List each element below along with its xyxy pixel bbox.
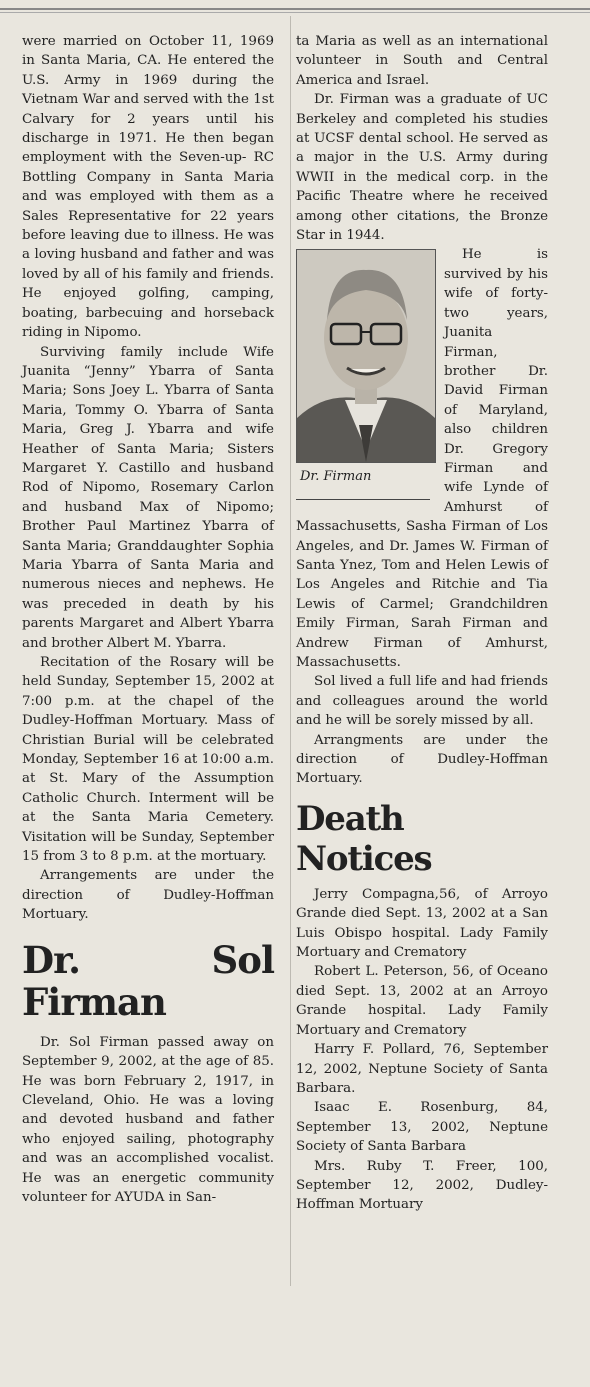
death-notice: Robert L. Peterson, 56, of Oceano died Sept. 13, 2002 at an Arroyo Grande hospital. Lady Family Mortuary and Crematory xyxy=(296,964,548,1038)
ybarra-obituary-paragraph: were married on October 11, 1969 in Santa Maria, CA. He entered the U.S. Army in 1969 during the Vietnam War and served with the 1st Calvary for 2 years until his discharge in 1971. He then began employment with the Seven-up- RC Bottling Company in Santa Maria and was employed with them as a Sales Representative for 22 years before leaving due to illness. He was a loving husband and father and was loved by all of his family and friends. He enjoyed golfing, camping, boating, barbecuing and horseback riding in Nipomo. xyxy=(22,34,274,341)
left-column xyxy=(22,32,274,1207)
top-rule xyxy=(0,8,590,10)
photo-caption: Dr. Firman xyxy=(300,469,372,485)
firman-intro-paragraph: Dr. Sol Firman passed away on September 9, 2002, at the age of 85. He was born February 2, 1917, in Cleveland, Ohio. He was a loving and devoted husband and father who enjoyed sailing, photography and was an accomplished vocalist. He was an energetic community volunteer for AYUDA in San- xyxy=(22,1034,274,1205)
death-notices-headline: Death Notices xyxy=(296,798,432,879)
death-notice: Isaac E. Rosenburg, 84, September 13, 2002, Neptune Society of Santa Barbara xyxy=(296,1100,548,1155)
ybarra-arrangements-paragraph: Arrangements are under the direction of Dudley-Hoffman Mortuary. xyxy=(22,868,274,923)
firman-arrangements-paragraph: Arrangments are under the direction of Dudley-Hoffman Mortuary. xyxy=(296,732,548,787)
firman-obituary-headline: Dr. Sol Firman xyxy=(22,937,274,1024)
ybarra-surviving-family-paragraph: Surviving family include Wife Juanita “Jenny” Ybarra of Santa Maria; Sons Joey L. Ybarra of Santa Maria, Tommy O. Ybarra of Santa Maria, Greg J. Ybarra and wife Heather of Santa Maria; Sisters Margaret Y. Castillo and husband Rod of Nipomo, Rosemary Carlon and husband Max of Nipomo; Brother Paul Martinez Ybarra of Santa Maria; Granddaughter Sophia Maria Ybarra of Santa Maria and numerous nieces and nephews. He was preceded in death by his parents Margaret and Albert Ybarra and brother Albert M. Ybarra. xyxy=(22,344,274,651)
firman-portrait-photo xyxy=(296,249,436,463)
ybarra-services-paragraph: Recitation of the Rosary will be held Sunday, September 15, 2002 at 7:00 p.m. at the chapel of the Dudley-Hoffman Mortuary. Mass of Christian Burial will be celebrated Monday, September 16 at 10:00 a.m. at St. Mary of the Assumption Catholic Church. Interment will be at the Santa Maria Cemetery. Visitation will be Sunday, September 15 from 3 to 8 p.m. at the mortuary. xyxy=(22,655,274,865)
death-notice: Harry F. Pollard, 76, September 12, 2002, Neptune Society of Santa Barbara. xyxy=(296,1042,548,1096)
firman-photo-block xyxy=(296,249,436,499)
top-rule-thin xyxy=(0,12,590,13)
firman-survivors-paragraph: He is survived by his wife of forty-two years, Juanita Firman, brother Dr. David Firman of Maryland, also children Dr. Gregory Firman and wife Lynde of Amhurst of Massachusetts, Sasha Firman of Los Angeles, and Dr. James W. Firman of Santa Ynez, Tom and Helen Lewis of Los Angeles and Ritchie and Tia Lewis of Carmel; Grandchildren Emily Firman, Sarah Firman and Andrew Firman of Amhurst, Massachusetts. xyxy=(296,247,548,670)
firman-education-paragraph: Dr. Firman was a graduate of UC Berkeley and completed his studies at UCSF dental school. He served as a major in the U.S. Army during WWII in the medical corp. in the Pacific Theatre where he received among other citations, the Bronze Star in 1944. xyxy=(296,92,548,244)
firman-volunteer-paragraph: ta Maria as well as an international volunteer in South and Central America and Israel. xyxy=(296,34,548,88)
death-notice: Mrs. Ruby T. Freer, 100, September 12, 2002, Dudley-Hoffman Mortuary xyxy=(296,1158,548,1213)
firman-tribute-paragraph: Sol lived a full life and had friends and colleagues around the world and he will be sorely missed by all. xyxy=(296,674,548,729)
death-notice: Jerry Compagna,56, of Arroyo Grande died Sept. 13, 2002 at a San Luis Obispo hospital. Lady Family Mortuary and Crematory xyxy=(296,886,548,961)
column-divider xyxy=(290,16,291,1286)
right-column xyxy=(296,32,548,1215)
caption-rule xyxy=(296,499,430,500)
